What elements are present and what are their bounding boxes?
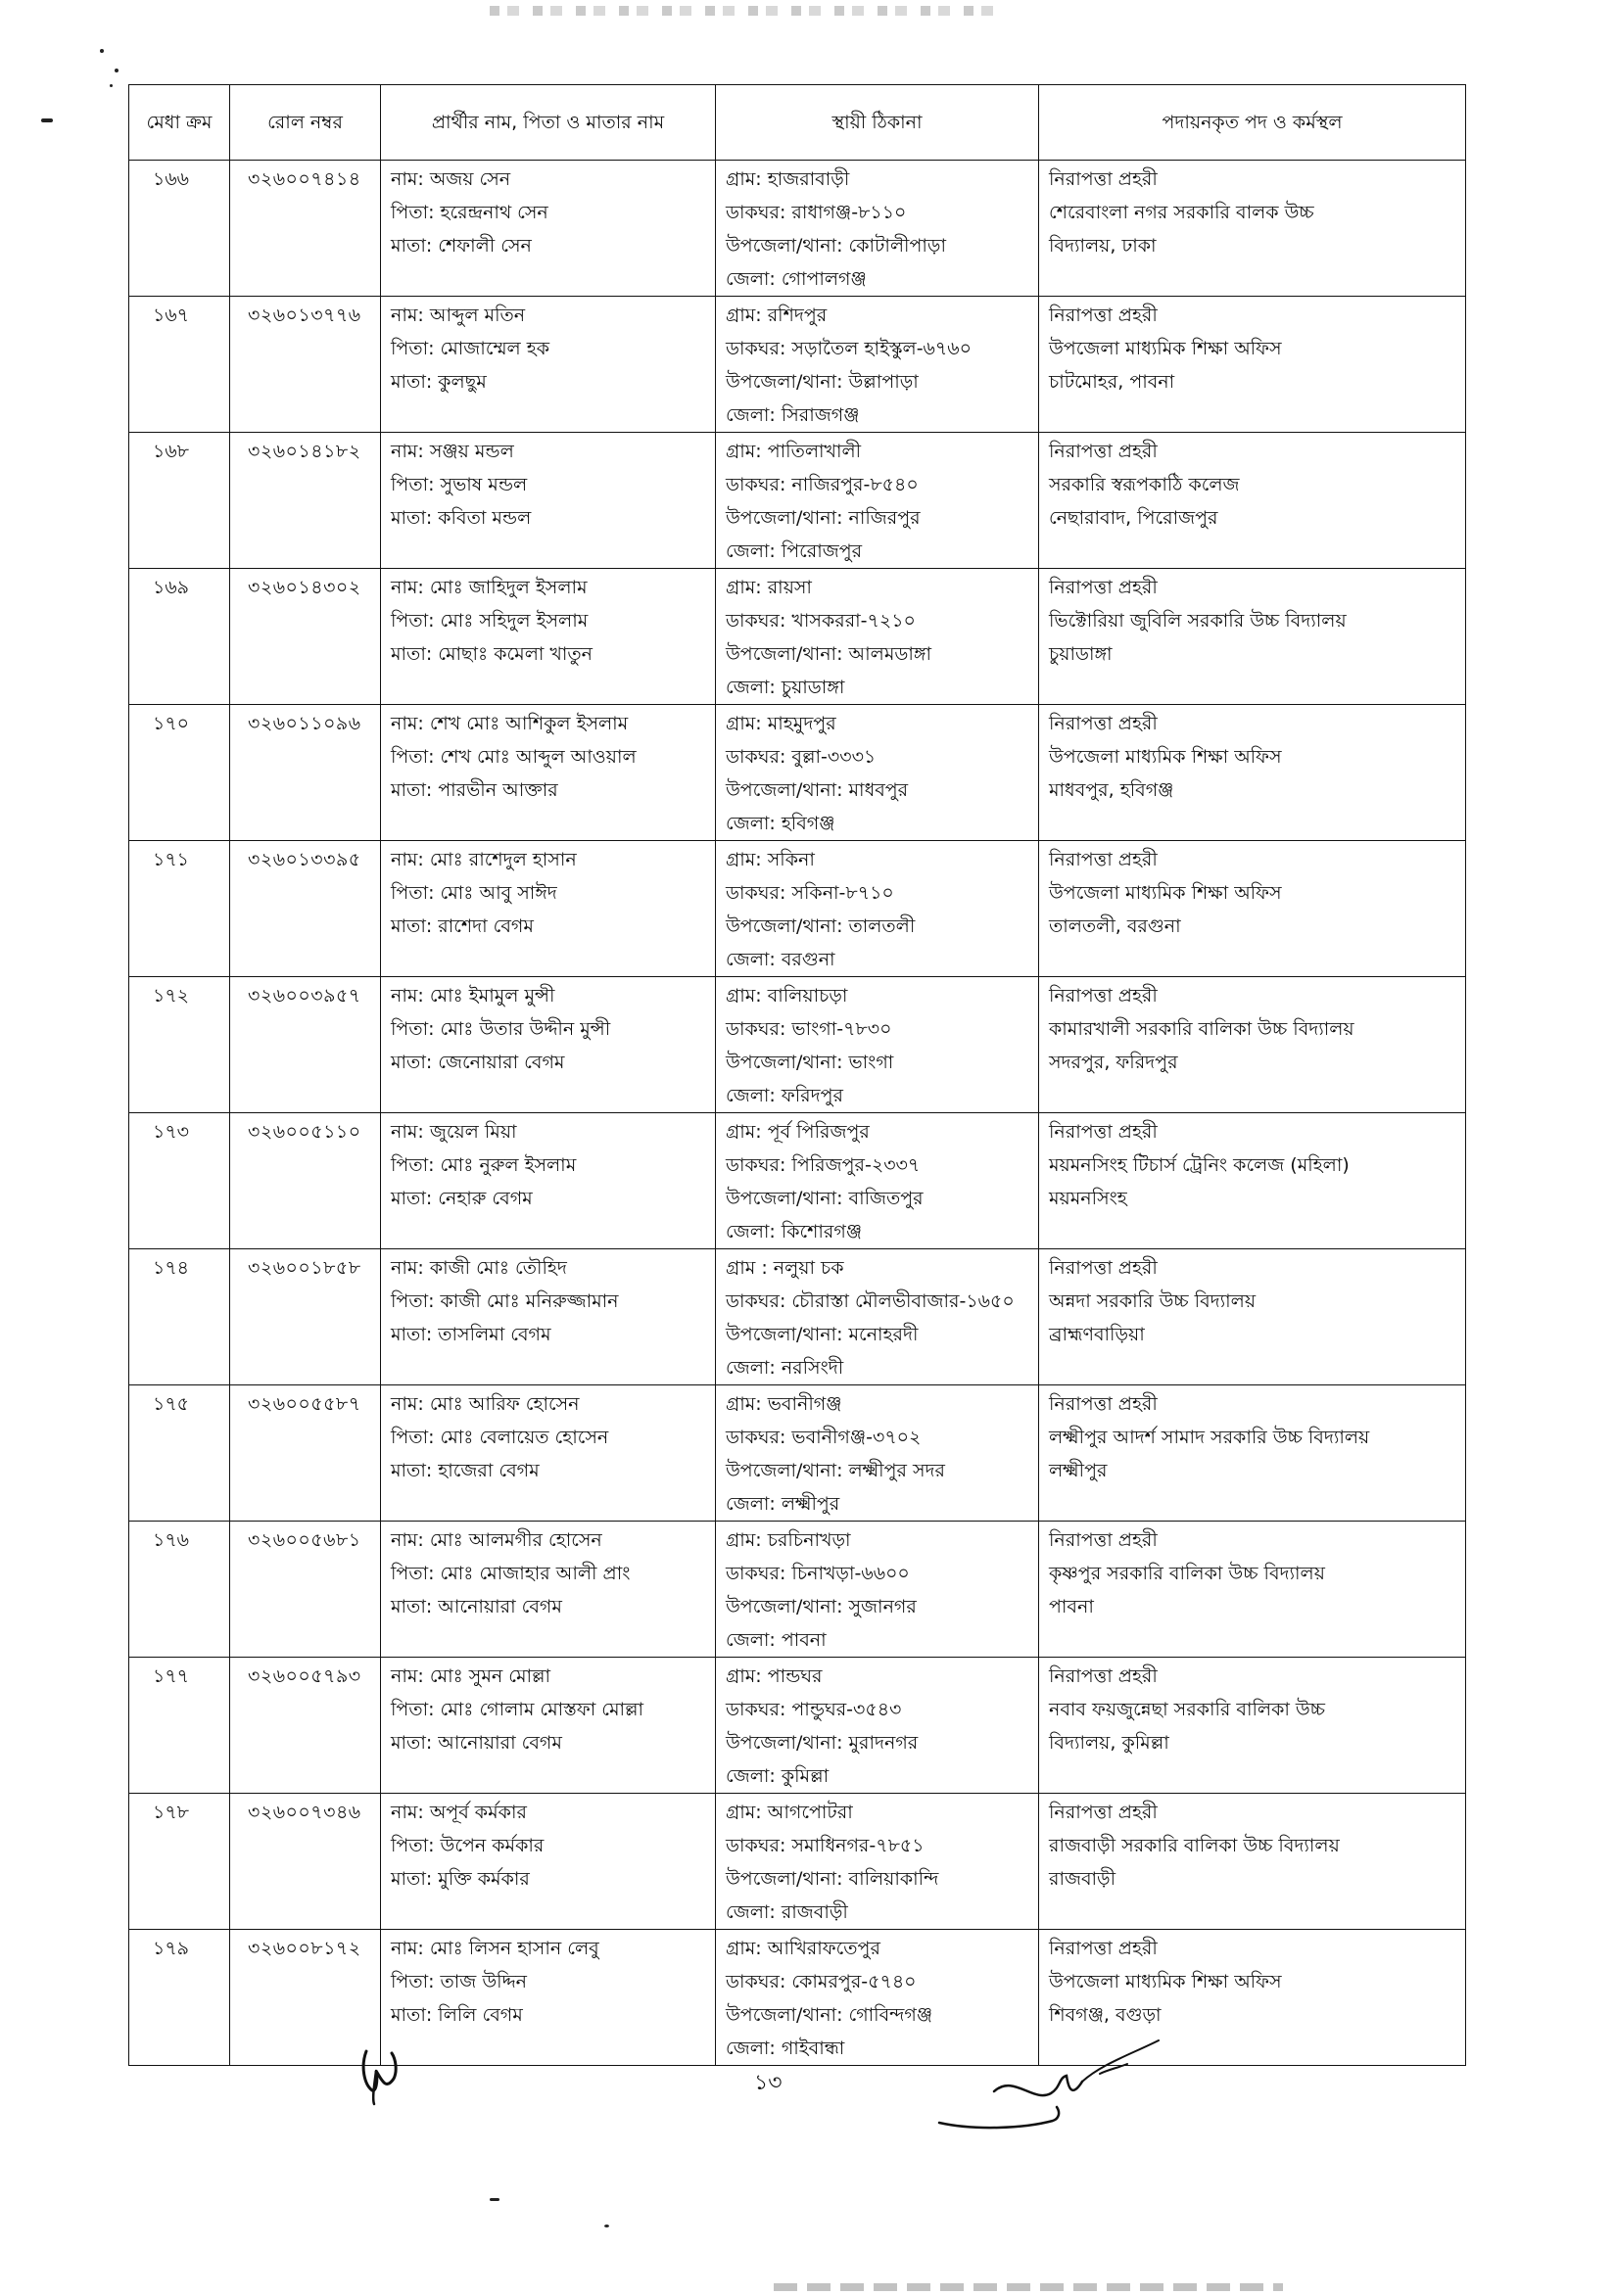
mother-name: মাতা: মুক্তি কর্মকার [391, 1868, 530, 1890]
scan-speck [100, 49, 104, 53]
posting-line: ময়মনসিংহ [1049, 1188, 1127, 1209]
roll-number: ৩২৬০০৫৬৮১ [248, 1529, 361, 1551]
address-cell [716, 705, 1039, 841]
merit-cell [129, 1794, 230, 1930]
header-name: প্রার্থীর নাম, পিতা ও মাতার নাম [381, 85, 716, 161]
posting-line: রাজবাড়ী [1049, 1868, 1116, 1890]
address-cell [716, 433, 1039, 569]
posting-cell [1039, 1249, 1466, 1385]
roll-number: ৩২৬০১৩৭৭৬ [248, 305, 361, 326]
address-postoffice: ডাকঘর: সকিনা-৮৭১০ [726, 882, 894, 904]
address-upazila: উপজেলা/থানা: বালিয়াকান্দি [726, 1868, 939, 1890]
mother-name: মাতা: আনোয়ারা বেগম [391, 1596, 562, 1617]
merit-cell [129, 841, 230, 977]
merit-cell [129, 297, 230, 433]
scan-artifact-bottom [774, 2283, 1283, 2291]
mother-name: মাতা: আনোয়ারা বেগম [391, 1732, 562, 1754]
merit-cell [129, 1930, 230, 2066]
father-name: পিতা: মোজাম্মেল হক [391, 338, 550, 359]
header-post: পদায়নকৃত পদ ও কর্মস্থল [1039, 85, 1466, 161]
posting-line: নিরাপত্তা প্রহরী [1049, 168, 1158, 190]
merit-number: ১৭৪ [153, 1257, 190, 1279]
address-cell [716, 1794, 1039, 1930]
posting-line: বিদ্যালয়, কুমিল্লা [1049, 1732, 1169, 1754]
address-village: গ্রাম: পাতিলাখালী [726, 441, 862, 462]
table-row [129, 1930, 1466, 2066]
merit-number: ১৭৫ [153, 1393, 190, 1415]
mother-name: মাতা: নেহারু বেগম [391, 1188, 533, 1209]
scan-speck [604, 2225, 609, 2227]
name-cell [381, 977, 716, 1113]
roll-cell [230, 1522, 381, 1658]
address-district: জেলা: সিরাজগঞ্জ [726, 404, 860, 426]
candidate-name: নাম: কাজী মোঃ তৌহিদ [391, 1257, 567, 1279]
address-postoffice: ডাকঘর: খাসকররা-৭২১০ [726, 610, 916, 632]
posting-line: উপজেলা মাধ্যমিক শিক্ষা অফিস [1049, 746, 1282, 768]
address-postoffice: ডাকঘর: চৌরাস্তা মৌলভীবাজার-১৬৫০ [726, 1290, 1015, 1312]
merit-number: ১৭৮ [153, 1802, 190, 1823]
roll-cell [230, 297, 381, 433]
scan-speck [490, 2198, 499, 2201]
table-row [129, 1794, 1466, 1930]
roll-number: ৩২৬০১১০৯৬ [248, 713, 361, 734]
roll-cell [230, 161, 381, 297]
table-row [129, 977, 1466, 1113]
mother-name: মাতা: জেনোয়ারা বেগম [391, 1052, 565, 1073]
candidate-name: নাম: মোঃ রাশেদুল হাসান [391, 849, 577, 870]
father-name: পিতা: শেখ মোঃ আব্দুল আওয়াল [391, 746, 637, 768]
roll-number: ৩২৬০০৫৫৮৭ [248, 1393, 361, 1415]
address-postoffice: ডাকঘর: নাজিরপুর-৮৫৪০ [726, 474, 919, 495]
posting-line: নিরাপত্তা প্রহরী [1049, 1257, 1158, 1279]
mother-name: মাতা: কবিতা মন্ডল [391, 507, 532, 529]
address-postoffice: ডাকঘর: ভবানীগঞ্জ-৩৭০২ [726, 1427, 922, 1448]
address-cell [716, 977, 1039, 1113]
posting-cell [1039, 297, 1466, 433]
table-row [129, 1249, 1466, 1385]
address-village: গ্রাম: হাজরাবাড়ী [726, 168, 850, 190]
posting-line: উপজেলা মাধ্যমিক শিক্ষা অফিস [1049, 1971, 1282, 1992]
address-postoffice: ডাকঘর: চিনাখড়া-৬৬০০ [726, 1563, 910, 1584]
roll-cell [230, 1249, 381, 1385]
address-upazila: উপজেলা/থানা: লক্ষ্মীপুর সদর [726, 1460, 945, 1481]
roll-cell [230, 1385, 381, 1522]
posting-line: নিরাপত্তা প্রহরী [1049, 1529, 1158, 1551]
name-cell [381, 1658, 716, 1794]
merit-number: ১৭৩ [153, 1121, 190, 1143]
address-village: গ্রাম: রশিদপুর [726, 305, 828, 326]
address-village: গ্রাম: আগপোটরা [726, 1802, 853, 1823]
officer-signature [935, 2035, 1170, 2142]
posting-cell [1039, 161, 1466, 297]
mother-name: মাতা: শেফালী সেন [391, 235, 532, 257]
address-district: জেলা: বরগুনা [726, 949, 835, 970]
candidate-name: নাম: আব্দুল মতিন [391, 305, 526, 326]
candidate-name: নাম: সঞ্জয় মন্ডল [391, 441, 514, 462]
posting-line: নিরাপত্তা প্রহরী [1049, 1665, 1158, 1687]
posting-line: নিরাপত্তা প্রহরী [1049, 577, 1158, 598]
name-cell [381, 1522, 716, 1658]
father-name: পিতা: হরেন্দ্রনাথ সেন [391, 202, 548, 223]
address-village: গ্রাম: পান্ডঘর [726, 1665, 823, 1687]
address-upazila: উপজেলা/থানা: তালতলী [726, 915, 916, 937]
address-district: জেলা: রাজবাড়ী [726, 1901, 848, 1923]
posting-cell [1039, 1113, 1466, 1249]
merit-number: ১৬৬ [153, 168, 190, 190]
address-postoffice: ডাকঘর: সড়াতৈল হাইস্কুল-৬৭৬০ [726, 338, 972, 359]
roll-cell [230, 569, 381, 705]
posting-line: কৃষ্ণপুর সরকারি বালিকা উচ্চ বিদ্যালয় [1049, 1563, 1325, 1584]
posting-line: নিরাপত্তা প্রহরী [1049, 305, 1158, 326]
scan-speck [110, 84, 113, 87]
table-row [129, 1385, 1466, 1522]
father-name: পিতা: কাজী মোঃ মনিরুজ্জামান [391, 1290, 619, 1312]
merit-cell [129, 1113, 230, 1249]
roll-cell [230, 841, 381, 977]
posting-cell [1039, 433, 1466, 569]
candidate-name: নাম: মোঃ সুমন মোল্লা [391, 1665, 551, 1687]
posting-line: চুয়াডাঙ্গা [1049, 643, 1113, 665]
posting-line: নিরাপত্তা প্রহরী [1049, 441, 1158, 462]
scan-speck [115, 69, 119, 72]
candidate-name: নাম: শেখ মোঃ আশিকুল ইসলাম [391, 713, 629, 734]
address-upazila: উপজেলা/থানা: কোটালীপাড়া [726, 235, 946, 257]
posting-line: চাটমোহর, পাবনা [1049, 371, 1175, 393]
posting-line: নেছারাবাদ, পিরোজপুর [1049, 507, 1218, 529]
address-village: গ্রাম: সকিনা [726, 849, 815, 870]
merit-cell [129, 1385, 230, 1522]
address-district: জেলা: পিরোজপুর [726, 540, 863, 562]
address-village: গ্রাম: আখিরাফতেপুর [726, 1938, 880, 1959]
header-merit: মেধা ক্রম [129, 85, 230, 161]
father-name: পিতা: মোঃ বেলায়েত হোসেন [391, 1427, 609, 1448]
address-postoffice: ডাকঘর: কোমরপুর-৫৭৪০ [726, 1971, 917, 1992]
posting-line: উপজেলা মাধ্যমিক শিক্ষা অফিস [1049, 338, 1282, 359]
merit-number: ১৭৬ [153, 1529, 190, 1551]
roll-number: ৩২৬০০৩৯৫৭ [248, 985, 361, 1007]
address-district: জেলা: কিশোরগঞ্জ [726, 1221, 863, 1242]
scan-artifact-top [490, 6, 999, 16]
merit-cell [129, 1522, 230, 1658]
posting-cell [1039, 841, 1466, 977]
address-cell [716, 1385, 1039, 1522]
father-name: পিতা: উপেন কর্মকার [391, 1835, 545, 1856]
page-number: ১৩ [754, 2071, 783, 2095]
address-upazila: উপজেলা/থানা: মাধবপুর [726, 779, 909, 801]
merit-number: ১৭১ [153, 849, 190, 870]
table-row [129, 1522, 1466, 1658]
address-district: জেলা: লক্ষ্মীপুর [726, 1493, 840, 1515]
posting-cell [1039, 977, 1466, 1113]
candidate-name: নাম: অপূর্ব কর্মকার [391, 1802, 527, 1823]
posting-line: নিরাপত্তা প্রহরী [1049, 713, 1158, 734]
address-village: গ্রাম: মাহমুদপুর [726, 713, 836, 734]
header-address: স্থায়ী ঠিকানা [716, 85, 1039, 161]
address-village: গ্রাম: পূর্ব পিরিজপুর [726, 1121, 870, 1143]
roll-number: ৩২৬০১৩৩৯৫ [248, 849, 361, 870]
address-district: জেলা: গাইবান্ধা [726, 2038, 845, 2059]
address-village: গ্রাম: চরচিনাখড়া [726, 1529, 851, 1551]
appointment-table [128, 84, 1466, 2066]
table-header-row [129, 85, 1466, 161]
father-name: পিতা: মোঃ গোলাম মোস্তফা মোল্লা [391, 1699, 644, 1720]
address-cell [716, 297, 1039, 433]
name-cell [381, 1385, 716, 1522]
merit-cell [129, 977, 230, 1113]
roll-number: ৩২৬০০৭৪১৪ [248, 168, 361, 190]
address-postoffice: ডাকঘর: পিরিজপুর-২৩৩৭ [726, 1154, 921, 1176]
posting-line: নিরাপত্তা প্রহরী [1049, 1938, 1158, 1959]
name-cell [381, 1794, 716, 1930]
roll-cell [230, 977, 381, 1113]
address-postoffice: ডাকঘর: বুল্লা-৩৩৩১ [726, 746, 877, 768]
address-upazila: উপজেলা/থানা: সুজানগর [726, 1596, 917, 1617]
address-village: গ্রাম: বালিয়াচড়া [726, 985, 848, 1007]
merit-cell [129, 1249, 230, 1385]
mother-name: মাতা: পারভীন আক্তার [391, 779, 558, 801]
address-district: জেলা: হবিগঞ্জ [726, 813, 835, 834]
table-row [129, 297, 1466, 433]
address-village: গ্রাম: ভবানীগঞ্জ [726, 1393, 842, 1415]
merit-number: ১৬৯ [153, 577, 190, 598]
address-village: গ্রাম : নলুয়া চক [726, 1257, 844, 1279]
merit-number: ১৬৮ [153, 441, 190, 462]
address-postoffice: ডাকঘর: সমাধিনগর-৭৮৫১ [726, 1835, 925, 1856]
scan-speck [41, 118, 53, 122]
table-row [129, 705, 1466, 841]
name-cell [381, 1249, 716, 1385]
roll-number: ৩২৬০১৪৩০২ [248, 577, 361, 598]
address-cell [716, 569, 1039, 705]
roll-number: ৩২৬০০১৮৫৮ [248, 1257, 361, 1279]
address-district: জেলা: কুমিল্লা [726, 1765, 830, 1787]
posting-line: মাধবপুর, হবিগঞ্জ [1049, 779, 1174, 801]
posting-line: শিবগঞ্জ, বগুড়া [1049, 2004, 1162, 2026]
roll-number: ৩২৬০০৮১৭২ [248, 1938, 361, 1959]
address-upazila: উপজেলা/থানা: নাজিরপুর [726, 507, 921, 529]
roll-number: ৩২৬০০৭৩৪৬ [248, 1802, 361, 1823]
name-cell [381, 1113, 716, 1249]
address-postoffice: ডাকঘর: ভাংগা-৭৮৩০ [726, 1018, 892, 1040]
address-postoffice: ডাকঘর: রাধাগঞ্জ-৮১১০ [726, 202, 907, 223]
mother-name: মাতা: কুলছুম [391, 371, 487, 393]
posting-line: ময়মনসিংহ টিচার্স ট্রেনিং কলেজ (মহিলা) [1049, 1154, 1350, 1176]
address-upazila: উপজেলা/থানা: বাজিতপুর [726, 1188, 924, 1209]
father-name: পিতা: সুভাষ মন্ডল [391, 474, 528, 495]
father-name: পিতা: মোঃ উতার উদ্দীন মুন্সী [391, 1018, 611, 1040]
mother-name: মাতা: লিলি বেগম [391, 2004, 523, 2026]
table-row [129, 433, 1466, 569]
posting-line: বিদ্যালয়, ঢাকা [1049, 235, 1157, 257]
posting-line: নিরাপত্তা প্রহরী [1049, 849, 1158, 870]
candidate-name: নাম: মোঃ ইমামুল মুন্সী [391, 985, 555, 1007]
posting-cell [1039, 569, 1466, 705]
address-cell [716, 1113, 1039, 1249]
posting-cell [1039, 705, 1466, 841]
roll-cell [230, 1113, 381, 1249]
merit-number: ১৭০ [153, 713, 190, 734]
merit-cell [129, 433, 230, 569]
table-row [129, 1113, 1466, 1249]
address-postoffice: ডাকঘর: পান্ডুঘর-৩৫৪৩ [726, 1699, 902, 1720]
mother-name: মাতা: মোছাঃ কমেলা খাতুন [391, 643, 593, 665]
roll-cell [230, 433, 381, 569]
address-upazila: উপজেলা/থানা: মুরাদনগর [726, 1732, 919, 1754]
father-name: পিতা: মোঃ সহিদুল ইসলাম [391, 610, 589, 632]
roll-number: ৩২৬০১৪১৮২ [248, 441, 361, 462]
address-village: গ্রাম: রায়সা [726, 577, 812, 598]
posting-line: অন্নদা সরকারি উচ্চ বিদ্যালয় [1049, 1290, 1257, 1312]
address-upazila: উপজেলা/থানা: উল্লাপাড়া [726, 371, 919, 393]
address-cell [716, 841, 1039, 977]
candidate-name: নাম: মোঃ জাহিদুল ইসলাম [391, 577, 588, 598]
name-cell [381, 297, 716, 433]
header-roll: রোল নম্বর [230, 85, 381, 161]
candidate-name: নাম: অজয় সেন [391, 168, 511, 190]
posting-cell [1039, 1794, 1466, 1930]
posting-line: তালতলী, বরগুনা [1049, 915, 1181, 937]
posting-line: পাবনা [1049, 1596, 1094, 1617]
posting-line: সদরপুর, ফরিদপুর [1049, 1052, 1178, 1073]
roll-cell [230, 1794, 381, 1930]
roll-cell [230, 1658, 381, 1794]
father-name: পিতা: মোঃ নুরুল ইসলাম [391, 1154, 577, 1176]
table-row [129, 841, 1466, 977]
posting-line: রাজবাড়ী সরকারি বালিকা উচ্চ বিদ্যালয় [1049, 1835, 1340, 1856]
posting-line: উপজেলা মাধ্যমিক শিক্ষা অফিস [1049, 882, 1282, 904]
mother-name: মাতা: তাসলিমা বেগম [391, 1324, 551, 1345]
name-cell [381, 161, 716, 297]
address-upazila: উপজেলা/থানা: আলমডাঙ্গা [726, 643, 931, 665]
name-cell [381, 433, 716, 569]
initial-signature [353, 2041, 421, 2110]
name-cell [381, 705, 716, 841]
merit-number: ১৭৭ [153, 1665, 190, 1687]
address-upazila: উপজেলা/থানা: মনোহরদী [726, 1324, 919, 1345]
address-upazila: উপজেলা/থানা: গোবিন্দগঞ্জ [726, 2004, 933, 2026]
address-district: জেলা: গোপালগঞ্জ [726, 268, 867, 290]
posting-line: নিরাপত্তা প্রহরী [1049, 985, 1158, 1007]
candidate-name: নাম: মোঃ আরিফ হোসেন [391, 1393, 580, 1415]
table-row [129, 569, 1466, 705]
mother-name: মাতা: হাজেরা বেগম [391, 1460, 540, 1481]
posting-line: নিরাপত্তা প্রহরী [1049, 1393, 1158, 1415]
address-cell [716, 161, 1039, 297]
posting-line: কামারখালী সরকারি বালিকা উচ্চ বিদ্যালয় [1049, 1018, 1354, 1040]
posting-line: ব্রাহ্মণবাড়িয়া [1049, 1324, 1145, 1345]
posting-line: নিরাপত্তা প্রহরী [1049, 1121, 1158, 1143]
posting-cell [1039, 1385, 1466, 1522]
posting-line: নিরাপত্তা প্রহরী [1049, 1802, 1158, 1823]
address-district: জেলা: চুয়াডাঙ্গা [726, 677, 845, 698]
posting-line: ভিক্টোরিয়া জুবিলি সরকারি উচ্চ বিদ্যালয় [1049, 610, 1347, 632]
address-district: জেলা: পাবনা [726, 1629, 827, 1651]
name-cell [381, 569, 716, 705]
roll-number: ৩২৬০০৫১১০ [248, 1121, 361, 1143]
father-name: পিতা: মোঃ মোজাহার আলী প্রাং [391, 1563, 631, 1584]
merit-cell [129, 161, 230, 297]
address-district: জেলা: নরসিংদী [726, 1357, 844, 1379]
merit-number: ১৬৭ [153, 305, 190, 326]
posting-line: লক্ষ্মীপুর [1049, 1460, 1108, 1481]
posting-line: সরকারি স্বরূপকাঠি কলেজ [1049, 474, 1240, 495]
roll-cell [230, 705, 381, 841]
address-district: জেলা: ফরিদপুর [726, 1085, 843, 1106]
address-upazila: উপজেলা/থানা: ভাংগা [726, 1052, 894, 1073]
table-row [129, 161, 1466, 297]
posting-cell [1039, 1522, 1466, 1658]
merit-number: ১৭৯ [153, 1938, 190, 1959]
merit-cell [129, 1658, 230, 1794]
merit-cell [129, 705, 230, 841]
mother-name: মাতা: রাশেদা বেগম [391, 915, 534, 937]
address-cell [716, 1658, 1039, 1794]
address-cell [716, 1522, 1039, 1658]
merit-number: ১৭২ [153, 985, 190, 1007]
father-name: পিতা: মোঃ আবু সাঈদ [391, 882, 557, 904]
posting-line: নবাব ফয়জুন্নেছা সরকারি বালিকা উচ্চ [1049, 1699, 1325, 1720]
father-name: পিতা: তাজ উদ্দিন [391, 1971, 527, 1992]
posting-cell [1039, 1658, 1466, 1794]
posting-line: শেরেবাংলা নগর সরকারি বালক উচ্চ [1049, 202, 1314, 223]
candidate-name: নাম: জুয়েল মিয়া [391, 1121, 517, 1143]
merit-cell [129, 569, 230, 705]
candidate-name: নাম: মোঃ লিসন হাসান লেবু [391, 1938, 599, 1959]
posting-line: লক্ষ্মীপুর আদর্শ সামাদ সরকারি উচ্চ বিদ্যালয় [1049, 1427, 1370, 1448]
name-cell [381, 841, 716, 977]
table-row [129, 1658, 1466, 1794]
roll-number: ৩২৬০০৫৭৯৩ [248, 1665, 361, 1687]
address-cell [716, 1249, 1039, 1385]
name-cell [381, 1930, 716, 2066]
candidate-name: নাম: মোঃ আলমগীর হোসেন [391, 1529, 602, 1551]
